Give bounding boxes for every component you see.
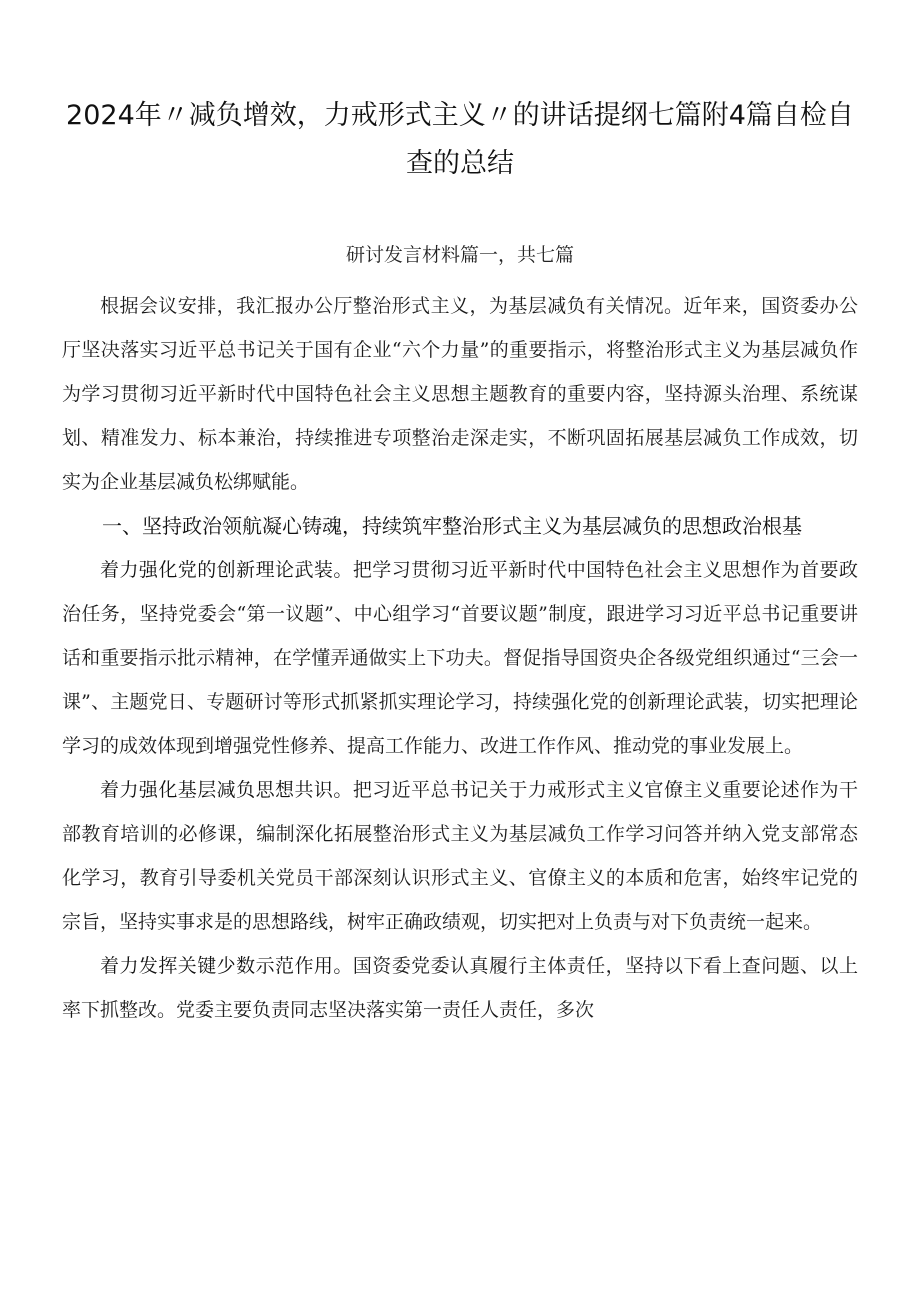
paragraph-text: 把学习贯彻习近平新时代中国特色社会主义思想作为首要政治任务，坚持党委会“第一议题”、中心组学习“首要议题”制度，跟进学习习近平总书记重要讲话和重要指示批示精神，在学懂弄通做实上下功夫。督促指导国资央企各级党组织通过“三会一课”、主题党日、专题研讨等形式抓紧抓实理论学习，持续强化党的创新理论武装，切实把理论学习的成效体现到增强党性修养、提高工作能力、改进工作作风、推动党的事业发展上。: [62, 559, 858, 757]
document-body: [62, 284, 858, 1032]
paragraph-lead: 着力强化基层减负思想共识。: [100, 779, 353, 801]
paragraph-text: 国资委党委认真履行主体责任，坚持以下看上查问题、以上率下抓整改。党委主要负责同志坚决落实第一责任人责任，多次: [62, 955, 858, 1021]
paragraph-text: 把习近平总书记关于力戒形式主义官僚主义重要论述作为干部教育培训的必修课，编制深化拓展整治形式主义为基层减负工作学习问答并纳入党支部常态化学习，教育引导委机关党员干部深刻认识形式主义、官僚主义的本质和危害，始终牢记党的宗旨，坚持实事求是的思想路线，树牢正确政绩观，切实把对上负责与对下负责统一起来。: [62, 779, 858, 933]
body-paragraph: [62, 548, 858, 768]
paragraph-lead: 着力发挥关键少数示范作用。: [100, 955, 353, 977]
paragraph-lead: 着力强化党的创新理论武装。: [100, 559, 353, 581]
intro-paragraph: 根据会议安排，我汇报办公厅整治形式主义，为基层减负有关情况。近年来，国资委办公厅坚决落实习近平总书记关于国有企业“六个力量”的重要指示，将整治形式主义为基层减负作为学习贯彻习近平新时代中国特色社会主义思想主题教育的重要内容，坚持源头治理、系统谋划、精准发力、标本兼治，持续推进专项整治走深走实，不断巩固拓展基层减负工作成效，切实为企业基层减负松绑赋能。: [62, 295, 858, 493]
document-subtitle: 研讨发言材料篇一，共七篇: [345, 244, 574, 266]
body-paragraph: [62, 768, 858, 944]
section-heading: 一、坚持政治领航凝心铸魂，持续筑牢整治形式主义为基层减负的思想政治根基: [102, 514, 802, 538]
document-title: 2024年〃减负增效，力戒形式主义〃的讲话提纲七篇附4篇自检自查的总结: [66, 100, 854, 179]
body-paragraph: [62, 944, 858, 1032]
